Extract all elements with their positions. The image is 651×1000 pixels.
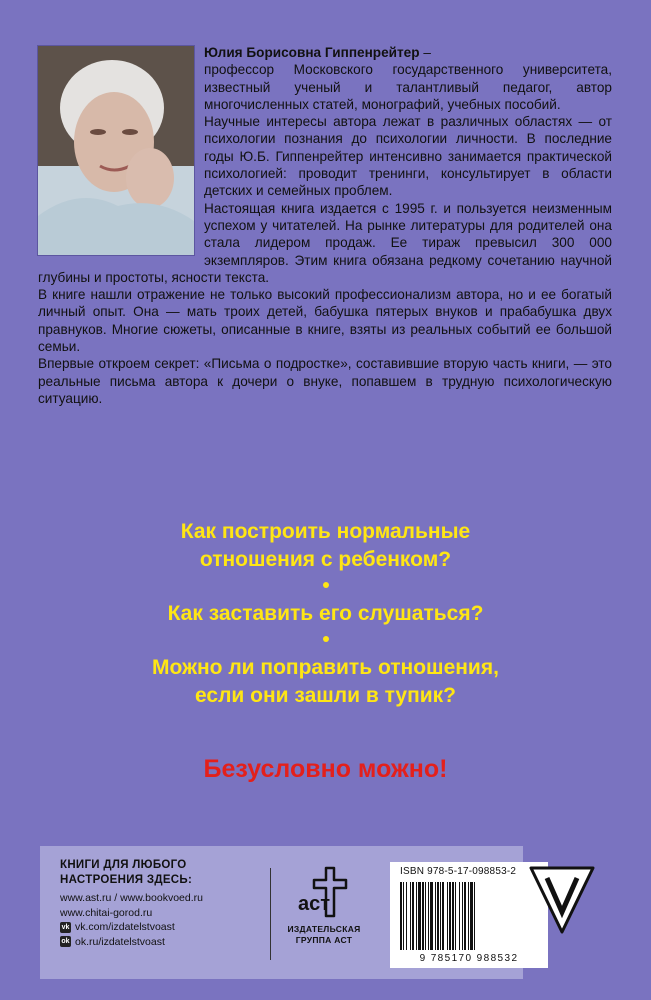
- barcode-bar: [418, 882, 421, 950]
- store-link-text: vk.com/izdatelstvoast: [75, 921, 175, 933]
- barcode-bar: [470, 882, 473, 950]
- questions-block: [0, 518, 651, 710]
- bio-paragraph: профессор Московского государственного университета, известный ученый и талантливый педагог, автор многочисленных статей, монографий, учебных пособий.: [204, 62, 612, 112]
- barcode-bar: [452, 882, 454, 950]
- barcode-bar: [468, 882, 469, 950]
- publisher-name-line2: ГРУППА АСТ: [295, 935, 353, 945]
- bio-paragraph: Настоящая книга издается с 1995 г. и пользуется неизменным успехом у читателей. На рынке литературы для родителей она стала лидером продаж. Ее тираж превысил 300 000 экземпляров. Этим книга обязана редкому сочетанию научной глубины и простоты, ясности текста.: [38, 200, 612, 285]
- publisher-block: [280, 864, 368, 946]
- bullet-dot: [323, 582, 329, 588]
- barcode-bar: [403, 882, 404, 950]
- stores-heading-line2: НАСТРОЕНИЯ ЗДЕСЬ:: [60, 874, 193, 886]
- author-name: Юлия Борисовна Гиппенрейтер: [204, 45, 420, 60]
- barcode-bar: [435, 882, 436, 950]
- vk-link[interactable]: [60, 920, 250, 935]
- bio-paragraph: В книге нашли отражение не только высокий профессионализм автора, но и ее богатый личный опыт. Она — мать троих детей, бабушка пятерых внуков и прабабушка двух правнуков. Многие сюжеты, описанные в книге, взяты из реальных событий ее большой семьи.: [38, 287, 612, 355]
- barcode-bar: [459, 882, 460, 950]
- ok-link[interactable]: [60, 935, 250, 950]
- v-imprint-logo: [527, 864, 597, 936]
- bio-paragraph: Научные интересы автора лежат в различных областях — от психологии познания до психологии личности. В последние годы Ю.Б. Гиппенрейтер интенсивно занимается практической психологией: проводит тренинги, консультирует в области детских и семейных проблем.: [204, 114, 612, 199]
- divider: [270, 868, 271, 960]
- question-1: Как построить нормальные отношения с ребенком?: [180, 520, 471, 571]
- ok-icon: ok: [61, 938, 70, 946]
- barcode-bar: [425, 882, 426, 950]
- bio-paragraph: Впервые откроем секрет: «Письма о подростке», составившие вторую часть книги, — это реальные письма автора к дочери о внуке, попавшем в трудную психологическую ситуацию.: [38, 356, 612, 406]
- bottom-info-panel: [40, 846, 523, 979]
- stores-block: [60, 858, 250, 949]
- author-name-dash: –: [419, 45, 431, 60]
- vk-icon: vk: [61, 923, 70, 931]
- bullet-dot: [323, 636, 329, 642]
- barcode-bar: [410, 882, 411, 950]
- store-link-text: www.chitai-gorod.ru: [60, 906, 153, 919]
- author-bio: [38, 44, 612, 407]
- barcode-bar: [464, 882, 466, 950]
- store-link[interactable]: [60, 906, 250, 921]
- publisher-logo-text: аст: [298, 893, 331, 915]
- barcode-bar: [462, 882, 463, 950]
- barcode-bar: [412, 882, 414, 950]
- barcode-bar: [447, 882, 448, 950]
- barcode-bar: [400, 882, 402, 950]
- publisher-logo: [294, 864, 354, 920]
- barcode-bar: [430, 882, 433, 950]
- barcode-bar: [437, 882, 439, 950]
- barcode-number: 9 785170 988532: [419, 953, 519, 964]
- barcode-bar: [440, 882, 441, 950]
- store-link[interactable]: [60, 891, 250, 906]
- barcode-bar: [428, 882, 429, 950]
- barcode: [398, 882, 540, 952]
- store-link-text: ok.ru/izdatelstvoast: [75, 935, 165, 948]
- barcode-bar: [474, 882, 475, 950]
- question-3: Можно ли поправить отношения, если они зашли в тупик?: [152, 656, 499, 707]
- barcode-bar: [442, 882, 444, 950]
- barcode-bar: [449, 882, 451, 950]
- photo-spacer: [38, 44, 204, 268]
- barcode-bar: [406, 882, 407, 950]
- store-link-text: www.ast.ru / www.bookvoed.ru: [60, 892, 203, 904]
- question-2: Как заставить его слушаться?: [167, 602, 484, 625]
- publisher-name-line1: ИЗДАТЕЛЬСКАЯ: [287, 924, 361, 934]
- barcode-bar: [422, 882, 424, 950]
- barcode-bar: [416, 882, 417, 950]
- isbn-label: ISBN 978-5-17-098853-2: [400, 866, 517, 877]
- isbn-box: [390, 862, 548, 968]
- barcode-bar: [455, 882, 456, 950]
- stores-heading-line1: КНИГИ ДЛЯ ЛЮБОГО: [60, 859, 187, 871]
- answer-text: Безусловно можно!: [203, 755, 448, 783]
